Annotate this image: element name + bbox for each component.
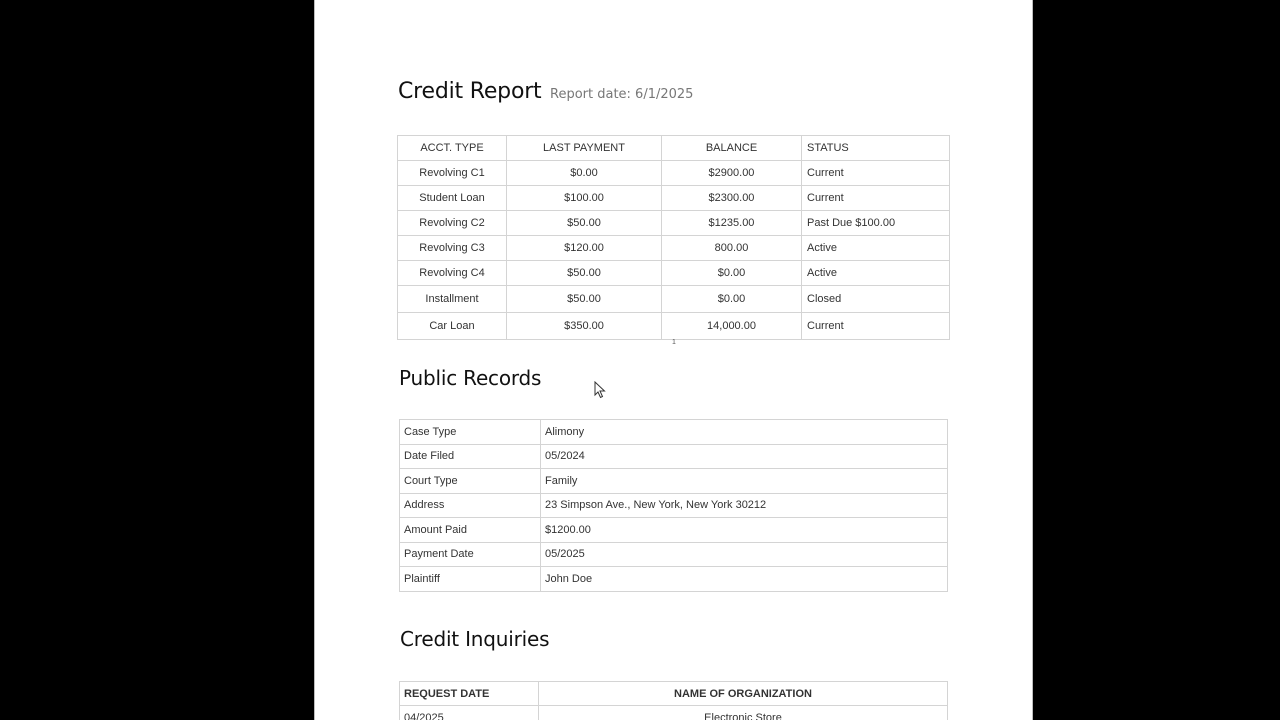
- record-field-label: Plaintiff: [400, 567, 541, 592]
- status-cell: Current: [802, 161, 950, 186]
- record-field-label: Payment Date: [400, 542, 541, 567]
- acct-type-cell: Revolving C1: [398, 161, 507, 186]
- table-row: [400, 542, 948, 567]
- status-cell: Current: [802, 313, 950, 340]
- status-cell: Past Due $100.00: [802, 211, 950, 236]
- table-row: [398, 313, 950, 340]
- last-payment-cell: $350.00: [507, 313, 662, 340]
- status-cell: Closed: [802, 286, 950, 313]
- last-payment-cell: $50.00: [507, 261, 662, 286]
- column-header-request-date: REQUEST DATE: [400, 682, 539, 706]
- record-field-value: $1200.00: [541, 518, 948, 543]
- table-row: [398, 211, 950, 236]
- record-field-label: Date Filed: [400, 444, 541, 469]
- table-row: [400, 420, 948, 445]
- acct-type-cell: Revolving C4: [398, 261, 507, 286]
- mouse-pointer-icon: [594, 381, 606, 399]
- table-row: [398, 286, 950, 313]
- credit-inquiries-table: [399, 681, 948, 720]
- column-header-acct-type: ACCT. TYPE: [398, 136, 507, 161]
- report-title: Credit Report: [398, 79, 542, 104]
- acct-type-cell: Revolving C2: [398, 211, 507, 236]
- record-field-label: Address: [400, 493, 541, 518]
- acct-type-cell: Installment: [398, 286, 507, 313]
- table-header-row: [400, 682, 948, 706]
- request-date-cell: 04/2025: [400, 706, 539, 720]
- table-row: [400, 567, 948, 592]
- organization-cell: Electronic Store: [539, 706, 948, 720]
- record-field-label: Amount Paid: [400, 518, 541, 543]
- last-payment-cell: $100.00: [507, 186, 662, 211]
- table-row: [398, 161, 950, 186]
- column-header-status: STATUS: [802, 136, 950, 161]
- record-field-label: Case Type: [400, 420, 541, 445]
- table-row: [398, 236, 950, 261]
- last-payment-cell: $120.00: [507, 236, 662, 261]
- table-row: [398, 186, 950, 211]
- status-cell: Active: [802, 236, 950, 261]
- last-payment-cell: $50.00: [507, 286, 662, 313]
- record-field-value: Alimony: [541, 420, 948, 445]
- balance-cell: 14,000.00: [662, 313, 802, 340]
- document-page[interactable]: [314, 0, 1033, 720]
- record-field-value: 05/2024: [541, 444, 948, 469]
- table-row: [400, 493, 948, 518]
- column-header-organization: NAME OF ORGANIZATION: [539, 682, 948, 706]
- record-field-label: Court Type: [400, 469, 541, 494]
- record-field-value: Family: [541, 469, 948, 494]
- acct-type-cell: Car Loan: [398, 313, 507, 340]
- page-number: 1: [672, 339, 676, 346]
- status-cell: Current: [802, 186, 950, 211]
- balance-cell: $2300.00: [662, 186, 802, 211]
- acct-type-cell: Student Loan: [398, 186, 507, 211]
- public-records-table: [399, 419, 948, 592]
- last-payment-cell: $50.00: [507, 211, 662, 236]
- record-field-value: 05/2025: [541, 542, 948, 567]
- balance-cell: $1235.00: [662, 211, 802, 236]
- record-field-value: 23 Simpson Ave., New York, New York 30212: [541, 493, 948, 518]
- balance-cell: $0.00: [662, 261, 802, 286]
- balance-cell: $0.00: [662, 286, 802, 313]
- table-row: [400, 706, 948, 720]
- status-cell: Active: [802, 261, 950, 286]
- table-row: [400, 444, 948, 469]
- accounts-table: [397, 135, 950, 340]
- last-payment-cell: $0.00: [507, 161, 662, 186]
- record-field-value: John Doe: [541, 567, 948, 592]
- table-row: [398, 261, 950, 286]
- table-row: [400, 518, 948, 543]
- public-records-heading: Public Records: [399, 366, 542, 390]
- report-date: Report date: 6/1/2025: [550, 87, 694, 102]
- table-header-row: [398, 136, 950, 161]
- column-header-balance: BALANCE: [662, 136, 802, 161]
- balance-cell: $2900.00: [662, 161, 802, 186]
- balance-cell: 800.00: [662, 236, 802, 261]
- column-header-last-payment: LAST PAYMENT: [507, 136, 662, 161]
- table-row: [400, 469, 948, 494]
- credit-inquiries-heading: Credit Inquiries: [400, 627, 550, 651]
- acct-type-cell: Revolving C3: [398, 236, 507, 261]
